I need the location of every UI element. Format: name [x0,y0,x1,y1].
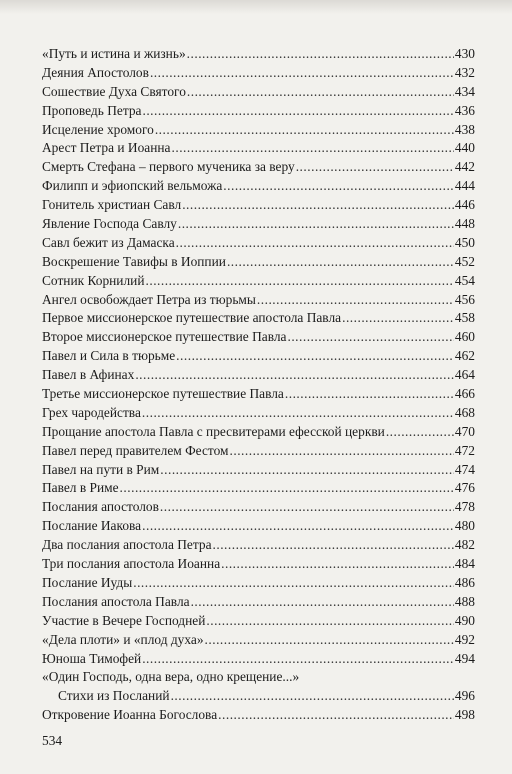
toc-entry-page: 458 [454,310,475,326]
toc-leader-dots [221,555,454,574]
toc-entry-page: 494 [454,650,475,666]
toc-entry-title: «Один Господь, одна вера, одно крещение...» [42,669,300,685]
toc-entry-title: Послания апостолов [42,499,159,515]
toc-entry-page: 478 [454,499,475,515]
toc-entry-page: 466 [454,386,475,402]
toc-entry-title: Сотник Корнилий [42,272,145,288]
toc-leader-dots [223,177,454,196]
toc-entry-page: 460 [454,329,475,345]
toc-entry-page: 464 [454,367,475,383]
toc-leader-dots [135,366,454,385]
toc-entry [42,291,475,310]
toc-entry [42,555,475,574]
toc-leader-dots [155,121,454,140]
toc-entry [42,177,475,196]
toc-entry [42,309,475,328]
toc-leader-dots [257,291,454,310]
toc-entry [42,650,475,669]
toc-entry-page: 432 [454,64,475,80]
toc-entry-title: Участие в Вечере Господней [42,612,206,628]
toc-leader-dots [182,196,454,215]
toc-leader-dots [213,536,454,555]
toc-entry-title: «Дела плоти» и «плод духа» [42,631,204,647]
toc-entry-title: Стихи из Посланий [58,688,170,704]
toc-leader-dots [160,461,454,480]
toc-entry [42,366,475,385]
toc-entry-title: Павел в Афинах [42,367,135,383]
toc-entry-title: Третье миссионерское путешествие Павла [42,386,284,402]
toc-entry [42,687,475,706]
toc-entry-title: Проповедь Петра [42,102,142,118]
toc-leader-dots [287,328,453,347]
toc-entry [42,479,475,498]
toc-entry-page: 454 [454,272,475,288]
toc-entry [42,328,475,347]
toc-leader-dots [187,45,454,64]
toc-leader-dots [342,309,454,328]
toc-entry [42,498,475,517]
toc-entry-title: Исцеление хромого [42,121,154,137]
toc-entry-title: «Путь и истина и жизнь» [42,46,186,61]
toc-leader-dots [178,215,454,234]
toc-entry-title: Два послания апостола Петра [42,537,212,553]
toc-entry-page: 462 [454,348,475,364]
toc-entry-title: Деяния Апостолов [42,64,149,80]
toc-entry-title: Воскрешение Тавифы в Иоппии [42,253,226,269]
toc-entry-title: Грех чародейства [42,404,141,420]
toc-entry [42,442,475,461]
toc-entry [42,668,475,687]
toc-entry [42,196,475,215]
toc-entry [42,517,475,536]
toc-entry [42,536,475,555]
toc-entry-title: Филипп и эфиопский вельможа [42,178,223,194]
toc-entry [42,215,475,234]
toc-entry-page: 492 [454,631,475,647]
toc-leader-dots [160,498,454,517]
toc-leader-dots [150,64,454,83]
toc-entry [42,102,475,121]
toc-entry-page: 456 [454,291,475,307]
toc-leader-dots [142,102,453,121]
toc-entry [42,423,475,442]
toc-entry-page: 450 [454,234,475,250]
toc-entry-page: 442 [454,159,475,175]
toc-entry-page: 496 [454,688,475,704]
toc-entry-title: Павел на пути в Рим [42,461,160,477]
toc-entry-title: Юноша Тимофей [42,650,142,666]
page-number: 534 [42,733,63,748]
toc-entry [42,574,475,593]
toc-entry-page: 486 [454,574,475,590]
toc-entry [42,64,475,83]
toc-leader-dots [285,385,454,404]
toc-entry [42,253,475,272]
toc-entry-page: 468 [454,404,475,420]
toc-leader-dots [386,423,454,442]
toc-entry-page: 434 [454,83,475,99]
toc-entry [42,612,475,631]
toc-entry-title: Ангел освобождает Петра из тюрьмы [42,291,256,307]
toc-leader-dots [142,650,454,669]
toc-entry-page: 476 [454,480,475,496]
toc-leader-dots [206,612,454,631]
toc-leader-dots [230,442,454,461]
toc-entry-page: 444 [454,178,475,194]
toc-entry-title: Послание Иакова [42,518,142,534]
toc-entry-title: Савл бежит из Дамаска [42,234,175,250]
toc-entry-title: Первое миссионерское путешествие апостола Павла [42,310,342,326]
toc-entry-title: Откровение Иоанна Богослова [42,707,218,723]
toc-entry-page: 470 [454,423,475,439]
toc-entry-title: Павел и Сила в тюрьме [42,348,176,364]
toc-entry-page: 446 [454,197,475,213]
toc-entry-title: Сошествие Духа Святого [42,83,186,99]
toc-entry-page: 430 [454,46,475,61]
toc-entry [42,461,475,480]
toc-entry-page: 490 [454,612,475,628]
toc-leader-dots [142,404,454,423]
toc-leader-dots [120,479,454,498]
toc-entry-title: Послание Иуды [42,574,133,590]
toc-leader-dots [296,158,454,177]
toc-entry [42,593,475,612]
toc-entry [42,83,475,102]
toc-entry-page: 484 [454,556,475,572]
toc-leader-dots [187,83,454,102]
toc-entry-title: Послания апостола Павла [42,593,190,609]
toc-entry-title: Три послания апостола Иоанна [42,556,221,572]
toc-leader-dots [172,139,454,158]
toc-entry-page: 436 [454,102,475,118]
toc-leader-dots [218,706,454,725]
toc-entry-title: Павел перед правителем Фестом [42,442,229,458]
toc-entry [42,234,475,253]
toc-entry-title: Явление Господа Савлу [42,216,177,232]
toc-entry-title: Второе миссионерское путешествие Павла [42,329,287,345]
toc-entry-page: 482 [454,537,475,553]
toc-entry-page: 438 [454,121,475,137]
toc-entry-title: Смерть Стефана – первого мученика за веру [42,159,295,175]
toc-entry [42,404,475,423]
toc-entry [42,45,475,64]
toc-entry [42,158,475,177]
toc-leader-dots [205,631,454,650]
toc-entry-page: 448 [454,216,475,232]
toc-entry-title: Арест Петра и Иоанна [42,140,171,156]
toc-entry [42,272,475,291]
toc-entry [42,121,475,140]
toc-entry [42,706,475,725]
toc-entry [42,347,475,366]
toc-leader-dots [227,253,454,272]
toc-leader-dots [176,347,454,366]
toc-entry [42,385,475,404]
toc-entry-page: 440 [454,140,475,156]
toc-leader-dots [142,517,454,536]
table-of-contents [42,45,475,725]
toc-entry [42,139,475,158]
toc-entry-page: 498 [454,707,475,723]
page-top-shadow [0,0,512,14]
toc-leader-dots [176,234,454,253]
toc-leader-dots [146,272,454,291]
toc-entry-title: Прощание апостола Павла с пресвитерами ефесской церкви [42,423,385,439]
toc-leader-dots [191,593,454,612]
toc-entry [42,631,475,650]
toc-leader-dots [133,574,454,593]
toc-entry-title: Гонитель христиан Савл [42,197,182,213]
toc-entry-page: 452 [454,253,475,269]
toc-entry-page: 488 [454,593,475,609]
toc-leader-dots [171,687,454,706]
toc-entry-page: 474 [454,461,475,477]
toc-entry-title: Павел в Риме [42,480,119,496]
toc-entry-page: 472 [454,442,475,458]
toc-entry-page: 480 [454,518,475,534]
